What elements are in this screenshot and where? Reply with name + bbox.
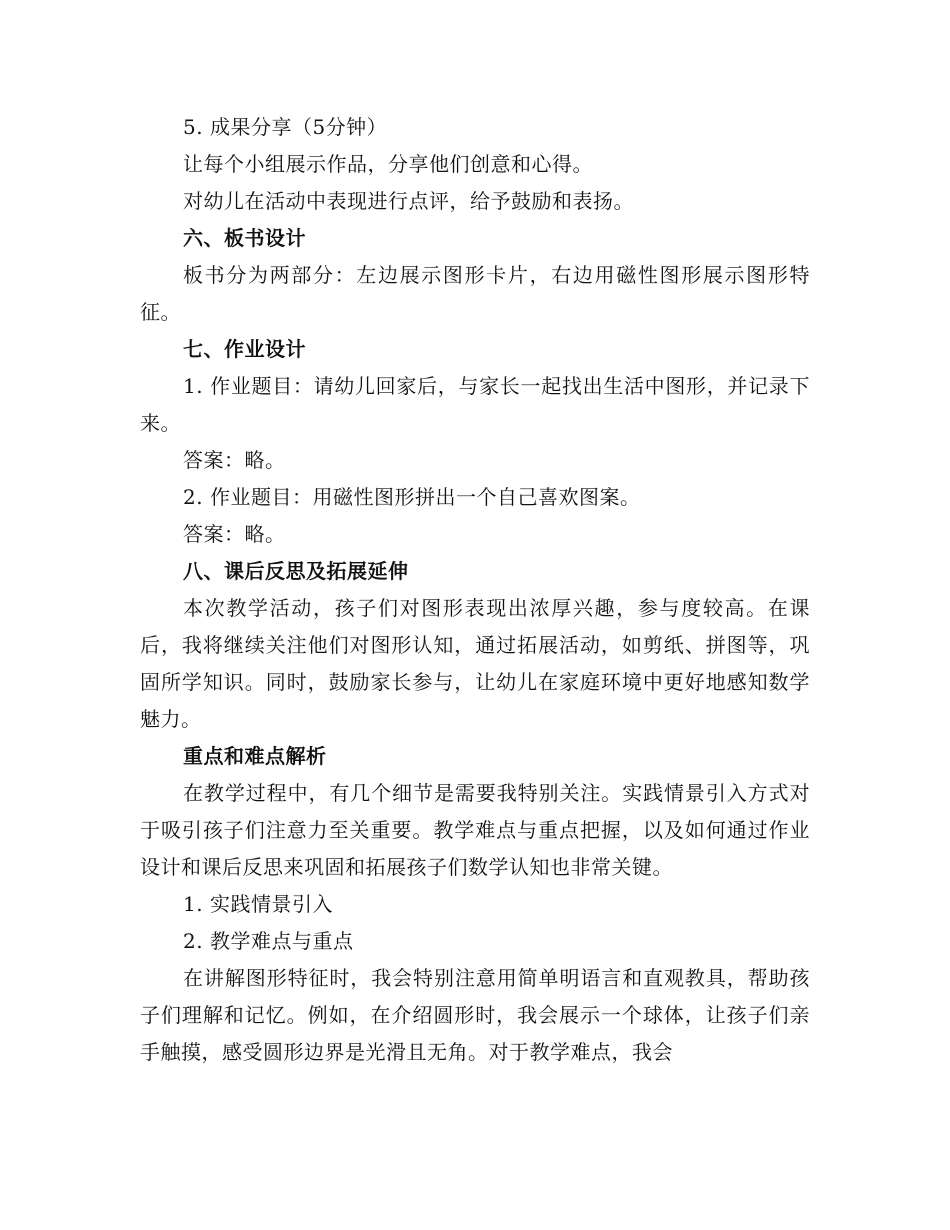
section-heading-homework-design: 七、作业设计: [183, 337, 306, 361]
section-heading-blackboard-design: 六、板书设计: [183, 226, 306, 250]
homework-answer-1: 答案：略。: [183, 448, 286, 472]
list-item-result-sharing: 5. 成果分享（5分钟）: [183, 115, 388, 139]
section-heading-reflection: 八、课后反思及拓展延伸: [183, 559, 409, 583]
paragraph-blackboard-layout: 板书分为两部分：左边展示图形卡片，右边用磁性图形展示图形特征。: [140, 263, 810, 324]
homework-item-1: 1. 作业题目：请幼儿回家后，与家长一起找出生活中图形，并记录下来。: [140, 374, 810, 435]
homework-item-2: 2. 作业题目：用磁性图形拼出一个自己喜欢图案。: [183, 485, 641, 509]
paragraph-reflection: 本次教学活动，孩子们对图形表现出浓厚兴趣，参与度较高。在课后，我将继续关注他们对图形认知，通过拓展活动，如剪纸、拼图等，巩固所学知识。同时，鼓励家长参与，让幼儿在家庭环境中更好地感知数学魅力。: [140, 596, 810, 731]
list-item-practice-intro: 1. 实践情景引入: [183, 892, 333, 916]
homework-answer-2: 答案：略。: [183, 522, 286, 546]
paragraph-evaluation: 对幼儿在活动中表现进行点评，给予鼓励和表扬。: [183, 189, 634, 213]
section-heading-key-points: 重点和难点解析: [183, 744, 327, 768]
paragraph-key-points: 在教学过程中，有几个细节是需要我特别关注。实践情景引入方式对于吸引孩子们注意力至关重要。教学难点与重点把握，以及如何通过作业设计和课后反思来巩固和拓展孩子们数学认知也非常关键。: [140, 781, 810, 879]
document-body: [140, 109, 810, 1071]
paragraph-group-showcase: 让每个小组展示作品，分享他们创意和心得。: [183, 152, 593, 176]
paragraph-teaching-methods: 在讲解图形特征时，我会特别注意用简单明语言和直观教具，帮助孩子们理解和记忆。例如，在介绍圆形时，我会展示一个球体，让孩子们亲手触摸，感受圆形边界是光滑且无角。对于教学难点，我会: [140, 966, 810, 1064]
list-item-difficulties: 2. 教学难点与重点: [183, 929, 354, 953]
